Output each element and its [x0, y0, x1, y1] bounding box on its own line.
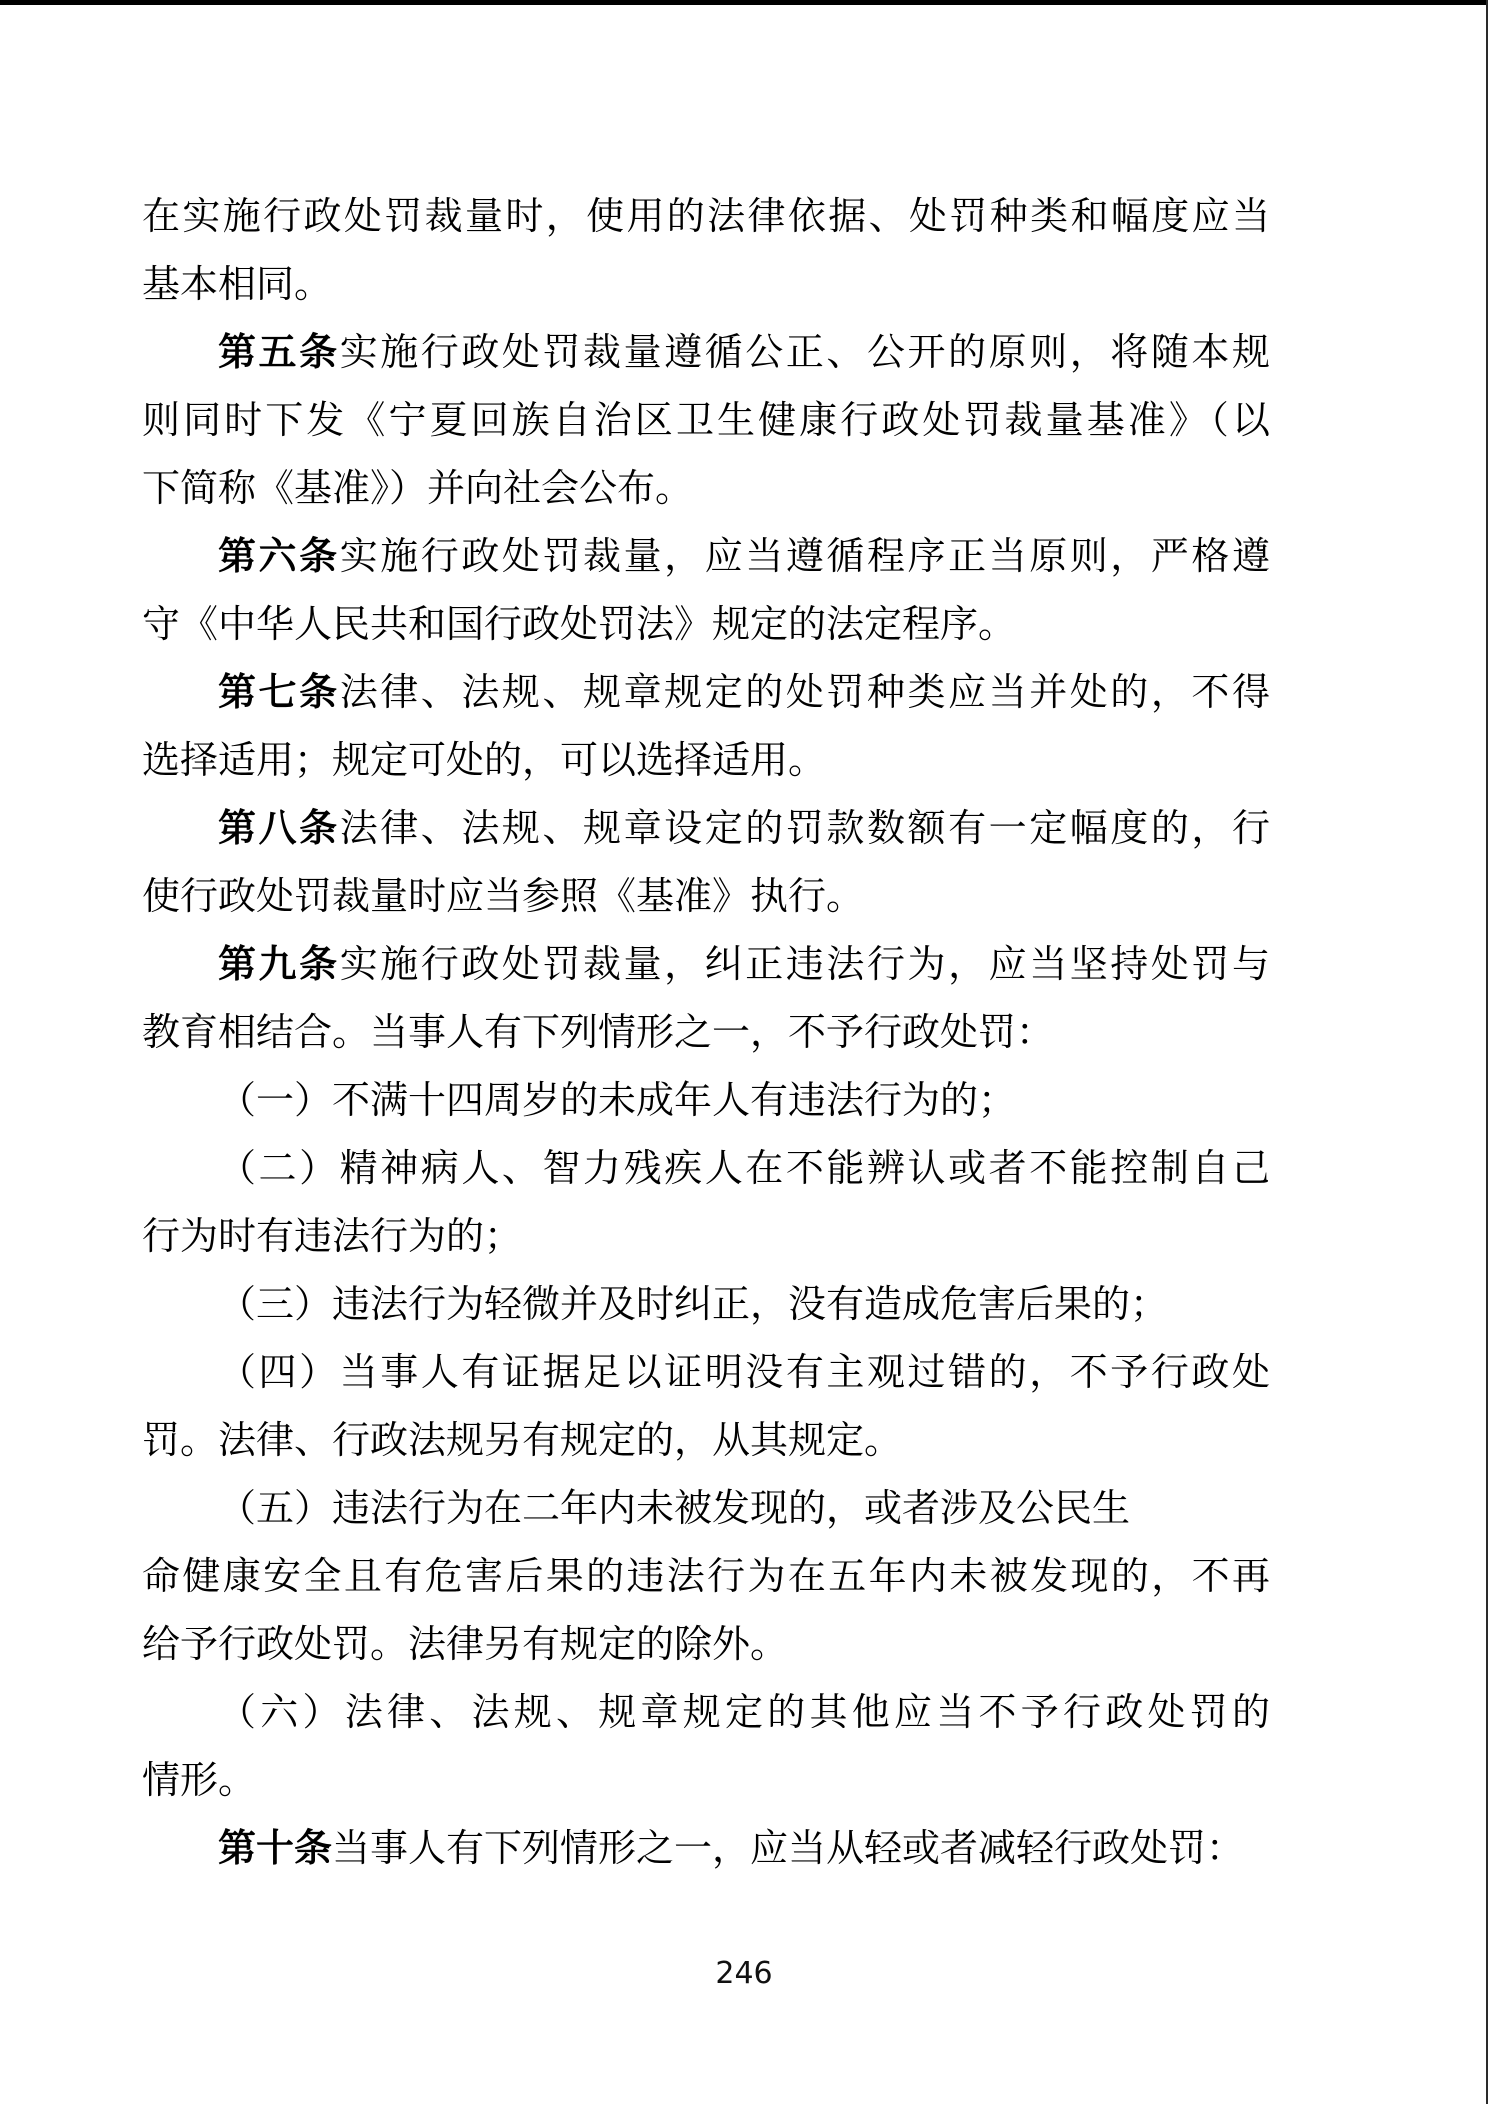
text-line: 罚。法律、行政法规另有规定的，从其规定。	[142, 1420, 903, 1462]
article-text: 实施行政处罚裁量遵循公正、公开的原则，将随本规	[339, 332, 1270, 374]
text-line	[142, 523, 1270, 591]
text-line	[142, 795, 1270, 863]
text-line: 教育相结合。当事人有下列情形之一，不予行政处罚：	[142, 1012, 1055, 1054]
text-line	[142, 1815, 1270, 1883]
text-line	[142, 659, 1270, 727]
article-number: 第九条	[218, 944, 340, 986]
article-number: 第六条	[218, 536, 340, 578]
text-line: 选择适用；规定可处的，可以选择适用。	[142, 740, 827, 782]
text-line: 守《中华人民共和国行政处罚法》规定的法定程序。	[142, 604, 1017, 646]
text-line: （六）法律、法规、规章规定的其他应当不予行政处罚的	[218, 1692, 1270, 1734]
text-line: 在实施行政处罚裁量时，使用的法律依据、处罚种类和幅度应当	[142, 196, 1270, 238]
article-number: 第十条	[218, 1828, 333, 1870]
text-line: （一）不满十四周岁的未成年人有违法行为的；	[218, 1080, 1017, 1122]
text-line: 下简称《基准》）并向社会公布。	[142, 468, 694, 510]
text-line: （五）违法行为在二年内未被发现的，或者涉及公民生	[218, 1488, 1131, 1530]
scan-border-top	[0, 0, 1488, 5]
text-line: 情形。	[142, 1760, 257, 1802]
text-line: 使行政处罚裁量时应当参照《基准》执行。	[142, 876, 865, 918]
text-line: 行为时有违法行为的；	[142, 1216, 523, 1258]
text-line	[142, 319, 1270, 387]
article-text: 实施行政处罚裁量，纠正违法行为，应当坚持处罚与	[339, 944, 1270, 986]
article-text: 法律、法规、规章规定的处罚种类应当并处的，不得	[339, 672, 1270, 714]
text-line: （四）当事人有证据足以证明没有主观过错的，不予行政处	[218, 1352, 1270, 1394]
text-line	[142, 931, 1270, 999]
text-line: 则同时下发《宁夏回族自治区卫生健康行政处罚裁量基准》（以	[142, 400, 1270, 442]
text-line: 基本相同。	[142, 264, 333, 306]
article-number: 第七条	[218, 672, 340, 714]
document-body	[142, 183, 1270, 1883]
article-number: 第五条	[218, 332, 340, 374]
article-text: 实施行政处罚裁量，应当遵循程序正当原则，严格遵	[339, 536, 1270, 578]
article-text: 法律、法规、规章设定的罚款数额有一定幅度的，行	[339, 808, 1270, 850]
article-number: 第八条	[218, 808, 340, 850]
text-line: （三）违法行为轻微并及时纠正，没有造成危害后果的；	[218, 1284, 1169, 1326]
article-text: 当事人有下列情形之一，应当从轻或者减轻行政处罚：	[332, 1828, 1245, 1870]
page-number: 246	[715, 1956, 773, 1991]
text-line: 给予行政处罚。法律另有规定的除外。	[142, 1624, 789, 1666]
text-line: 命健康安全且有危害后果的违法行为在五年内未被发现的，不再	[142, 1556, 1270, 1598]
text-line: （二）精神病人、智力残疾人在不能辨认或者不能控制自己	[218, 1148, 1270, 1190]
